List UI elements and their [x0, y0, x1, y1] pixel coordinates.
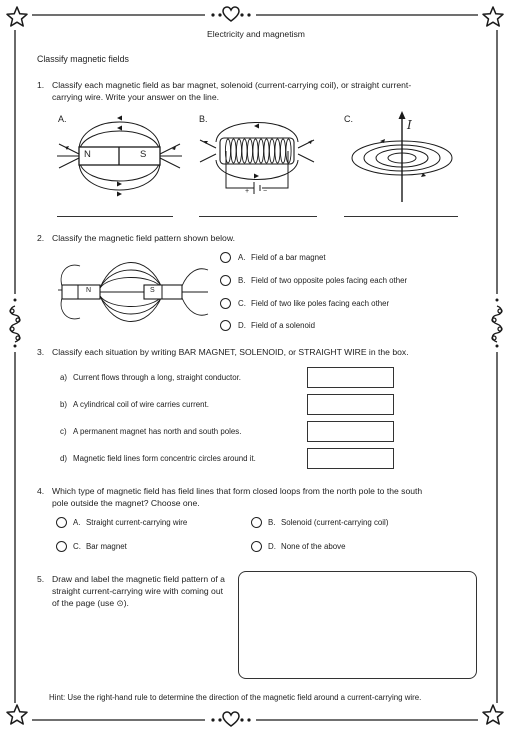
- q2-option-a-letter: A.: [238, 253, 246, 262]
- q4-option-b-text: Solenoid (current-carrying coil): [281, 518, 389, 527]
- q1-number: 1.: [37, 80, 45, 90]
- q4-option-a-letter: A.: [73, 518, 81, 527]
- battery-plus: +: [245, 188, 250, 195]
- q2-option-b-text: Field of two opposite poles facing each other: [251, 276, 408, 285]
- q1-magnet-n: N: [84, 149, 91, 160]
- q2-magnet-n: N: [86, 287, 92, 294]
- q2-option-c-letter: C.: [238, 299, 246, 308]
- q3-item-b-text: A cylindrical coil of wire carries current.: [73, 400, 209, 409]
- q4-option-b-radio[interactable]: [251, 517, 262, 528]
- q3-answer-box-c[interactable]: [307, 421, 394, 442]
- star-icon: [481, 5, 505, 29]
- q2-number: 2.: [37, 233, 45, 243]
- q3-answer-box-d[interactable]: [307, 448, 394, 469]
- q3-item-d-letter: d): [60, 454, 68, 463]
- q4-option-d-text: None of the above: [281, 542, 346, 551]
- current-symbol: I: [407, 118, 412, 132]
- heart-icon: [222, 711, 240, 728]
- hint-text: Hint: Use the right-hand rule to determine the direction of the magnetic field around a current-carrying wire.: [49, 693, 422, 702]
- q3-item-d-text: Magnetic field lines form concentric circles around it.: [73, 454, 256, 463]
- q2-option-d-letter: D.: [238, 321, 246, 330]
- q4-option-a-radio[interactable]: [56, 517, 67, 528]
- worksheet-subtitle: Classify magnetic fields: [37, 54, 129, 64]
- q3-item-c-letter: c): [60, 427, 67, 436]
- q1-label-c: C.: [344, 114, 353, 124]
- heart-icon: [222, 6, 240, 23]
- two-magnets-field-diagram: [58, 252, 208, 332]
- q1-answer-line-b[interactable]: [199, 216, 317, 217]
- q5-number: 5.: [37, 574, 45, 584]
- q1-text: Classify each magnetic field as bar magnet, solenoid (current-carrying coil), or straight current-carrying wire. Write your answer on the line.: [52, 80, 412, 102]
- star-icon: [5, 703, 29, 727]
- q1-magnet-s: S: [140, 149, 147, 160]
- q3-item-a-letter: a): [60, 373, 68, 382]
- star-icon: [481, 703, 505, 727]
- bar-magnet-field-diagram: [57, 114, 182, 199]
- straight-wire-field-diagram: [350, 110, 462, 202]
- swirl-ornament-icon: [487, 304, 507, 344]
- q4-option-c-letter: C.: [73, 542, 81, 551]
- q1-label-a: A.: [58, 114, 67, 124]
- q2-option-b-letter: B.: [238, 276, 246, 285]
- q4-text: Which type of magnetic field has field lines that form closed loops from the north pole to the south pole outside the magnet? Choose one.: [52, 486, 423, 508]
- q5-text: Draw and label the magnetic field pattern of a straight current-carrying wire with coming out of the page (use ⊙).: [52, 574, 225, 608]
- q2-option-a-radio[interactable]: [220, 252, 231, 263]
- q2-option-c-text: Field of two like poles facing each other: [251, 299, 390, 308]
- q4-number: 4.: [37, 486, 45, 496]
- q2-option-a-text: Field of a bar magnet: [251, 253, 326, 262]
- q1-answer-line-a[interactable]: [57, 216, 173, 217]
- q3-item-c-text: A permanent magnet has north and south poles.: [73, 427, 242, 436]
- q2-text: Classify the magnetic field pattern shown below.: [52, 233, 235, 243]
- q4-option-a-text: Straight current-carrying wire: [86, 518, 188, 527]
- q1-answer-line-c[interactable]: [344, 216, 458, 217]
- q4-option-d-radio[interactable]: [251, 541, 262, 552]
- q2-magnet-s: S: [150, 287, 155, 294]
- solenoid-field-diagram: [198, 122, 318, 200]
- battery-minus: −: [263, 188, 268, 195]
- q3-item-b-letter: b): [60, 400, 68, 409]
- q3-answer-box-b[interactable]: [307, 394, 394, 415]
- star-icon: [5, 5, 29, 29]
- q2-option-d-radio[interactable]: [220, 320, 231, 331]
- q4-option-c-text: Bar magnet: [86, 542, 127, 551]
- q2-option-d-text: Field of a solenoid: [251, 321, 316, 330]
- q2-option-b-radio[interactable]: [220, 275, 231, 286]
- q3-answer-box-a[interactable]: [307, 367, 394, 388]
- q1-label-b: B.: [199, 114, 208, 124]
- q5-drawing-area[interactable]: [238, 571, 477, 679]
- q2-option-c-radio[interactable]: [220, 298, 231, 309]
- q4-option-b-letter: B.: [268, 518, 276, 527]
- q3-number: 3.: [37, 347, 45, 357]
- q3-text: Classify each situation by writing BAR MAGNET, SOLENOID, or STRAIGHT WIRE in the box.: [52, 347, 409, 357]
- q4-option-c-radio[interactable]: [56, 541, 67, 552]
- q3-item-a-text: Current flows through a long, straight conductor.: [73, 373, 241, 382]
- page-title: Electricity and magnetism: [207, 29, 305, 39]
- swirl-ornament-icon: [5, 304, 25, 344]
- q4-option-d-letter: D.: [268, 542, 276, 551]
